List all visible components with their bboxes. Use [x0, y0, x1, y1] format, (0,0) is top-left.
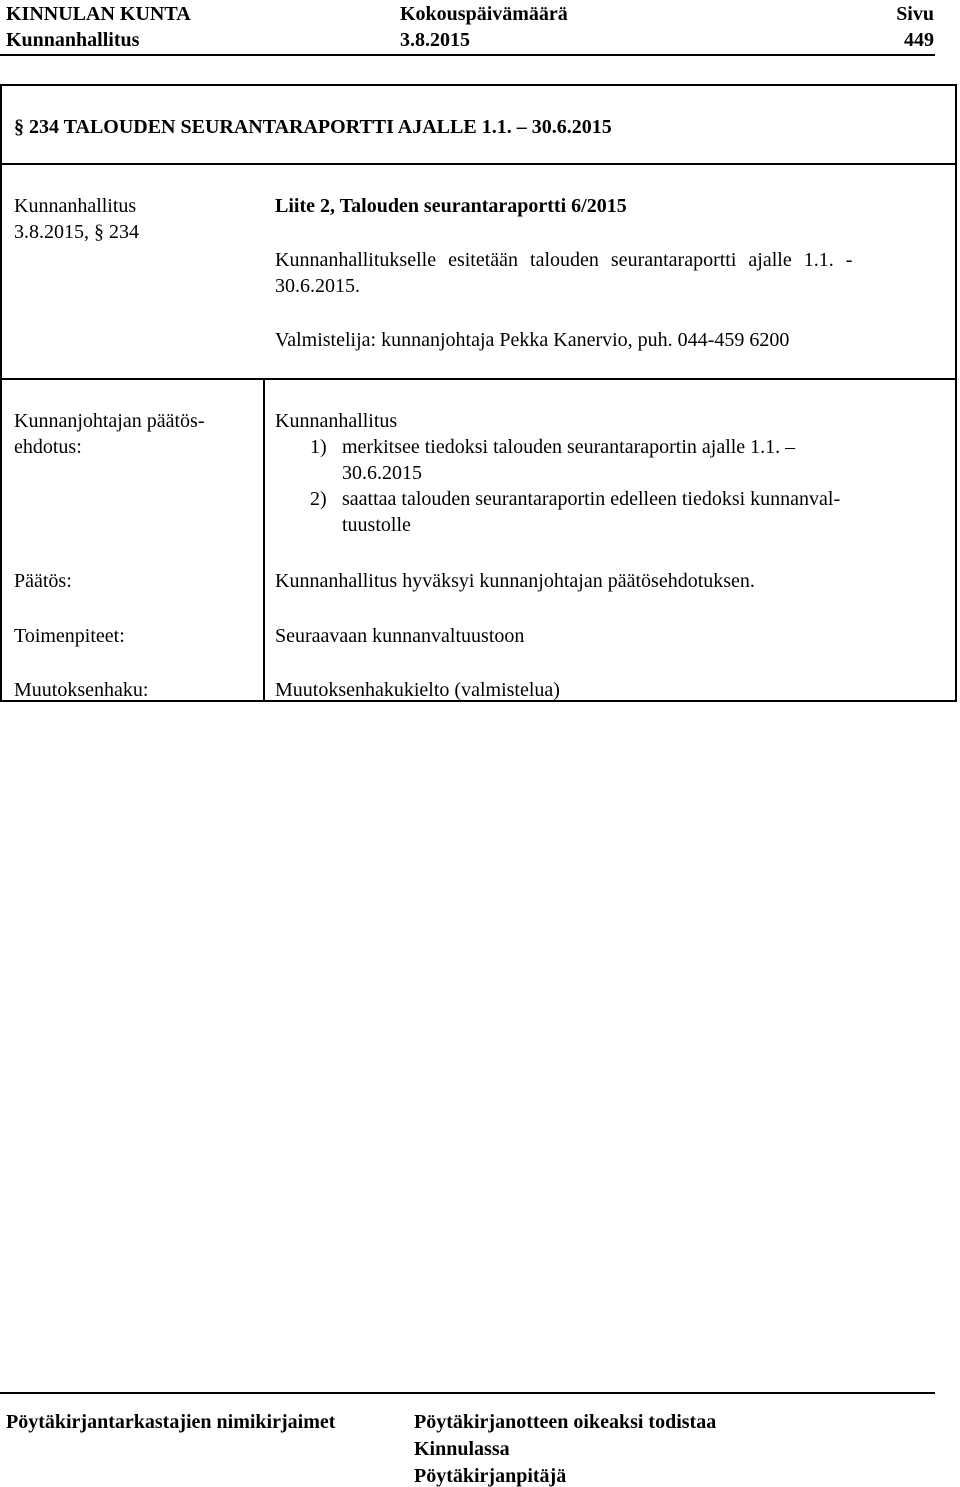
date-label: Kokouspäivämäärä	[400, 3, 568, 25]
box-right-border	[955, 84, 957, 702]
intro-text-line-1: Kunnanhallitukselle esitetään talouden seurantaraportti ajalle 1.1. -	[275, 249, 853, 271]
list-item	[310, 434, 950, 486]
list-item-number: 2)	[310, 488, 327, 510]
footer-divider	[0, 1392, 935, 1394]
header-divider	[0, 54, 935, 56]
intro-divider	[0, 378, 957, 380]
appeal-text: Muutoksenhakukielto (valmistelua)	[275, 679, 560, 701]
box-left-border	[0, 84, 2, 702]
title-divider	[0, 163, 957, 165]
list-item-line: 30.6.2015	[342, 462, 422, 484]
list-item-line: saattaa talouden seurantaraportin edelleen tiedoksi kunnanval-	[342, 488, 841, 510]
meeting-body: Kunnanhallitus	[6, 29, 140, 51]
list-item	[310, 486, 950, 538]
section-title: § 234 TALOUDEN SEURANTARAPORTTI AJALLE 1.1. – 30.6.2015	[14, 116, 612, 138]
preparer-line: Valmistelija: kunnanjohtaja Pekka Kanervio, puh. 044-459 6200	[275, 329, 790, 351]
column-divider	[263, 378, 265, 702]
proposal-list	[310, 434, 950, 538]
intro-body-name: Kunnanhallitus	[14, 195, 137, 217]
intro-text-line-2: 30.6.2015.	[275, 275, 360, 297]
intro-reference: 3.8.2015, § 234	[14, 221, 139, 243]
meeting-date: 3.8.2015	[400, 29, 470, 51]
decision-label: Päätös:	[14, 570, 72, 592]
list-item-line: tuustolle	[342, 514, 411, 536]
proposal-label-line-2: ehdotus:	[14, 436, 82, 458]
decision-text: Kunnanhallitus hyväksyi kunnanjohtajan päätösehdotuksen.	[275, 570, 755, 592]
footer-secretary-label: Pöytäkirjanpitäjä	[414, 1465, 567, 1487]
page-number: 449	[904, 29, 934, 51]
list-item-line: merkitsee tiedoksi talouden seurantaraportin ajalle 1.1. –	[342, 436, 796, 458]
actions-label: Toimenpiteet:	[14, 625, 125, 647]
footer-initials-label: Pöytäkirjantarkastajien nimikirjaimet	[6, 1411, 336, 1433]
appeal-label: Muutoksenhaku:	[14, 679, 149, 701]
footer-place: Kinnulassa	[414, 1438, 510, 1460]
page-label: Sivu	[896, 3, 934, 25]
footer-certify-label: Pöytäkirjanotteen oikeaksi todistaa	[414, 1411, 717, 1433]
box-top-border	[0, 84, 957, 86]
actions-text: Seuraavaan kunnanvaltuustoon	[275, 625, 525, 647]
list-item-number: 1)	[310, 436, 327, 458]
proposal-heading: Kunnanhallitus	[275, 410, 398, 432]
proposal-label-line-1: Kunnanjohtajan päätös-	[14, 410, 205, 432]
attachment-title: Liite 2, Talouden seurantaraportti 6/2015	[275, 195, 627, 217]
org-name: KINNULAN KUNTA	[6, 3, 191, 25]
